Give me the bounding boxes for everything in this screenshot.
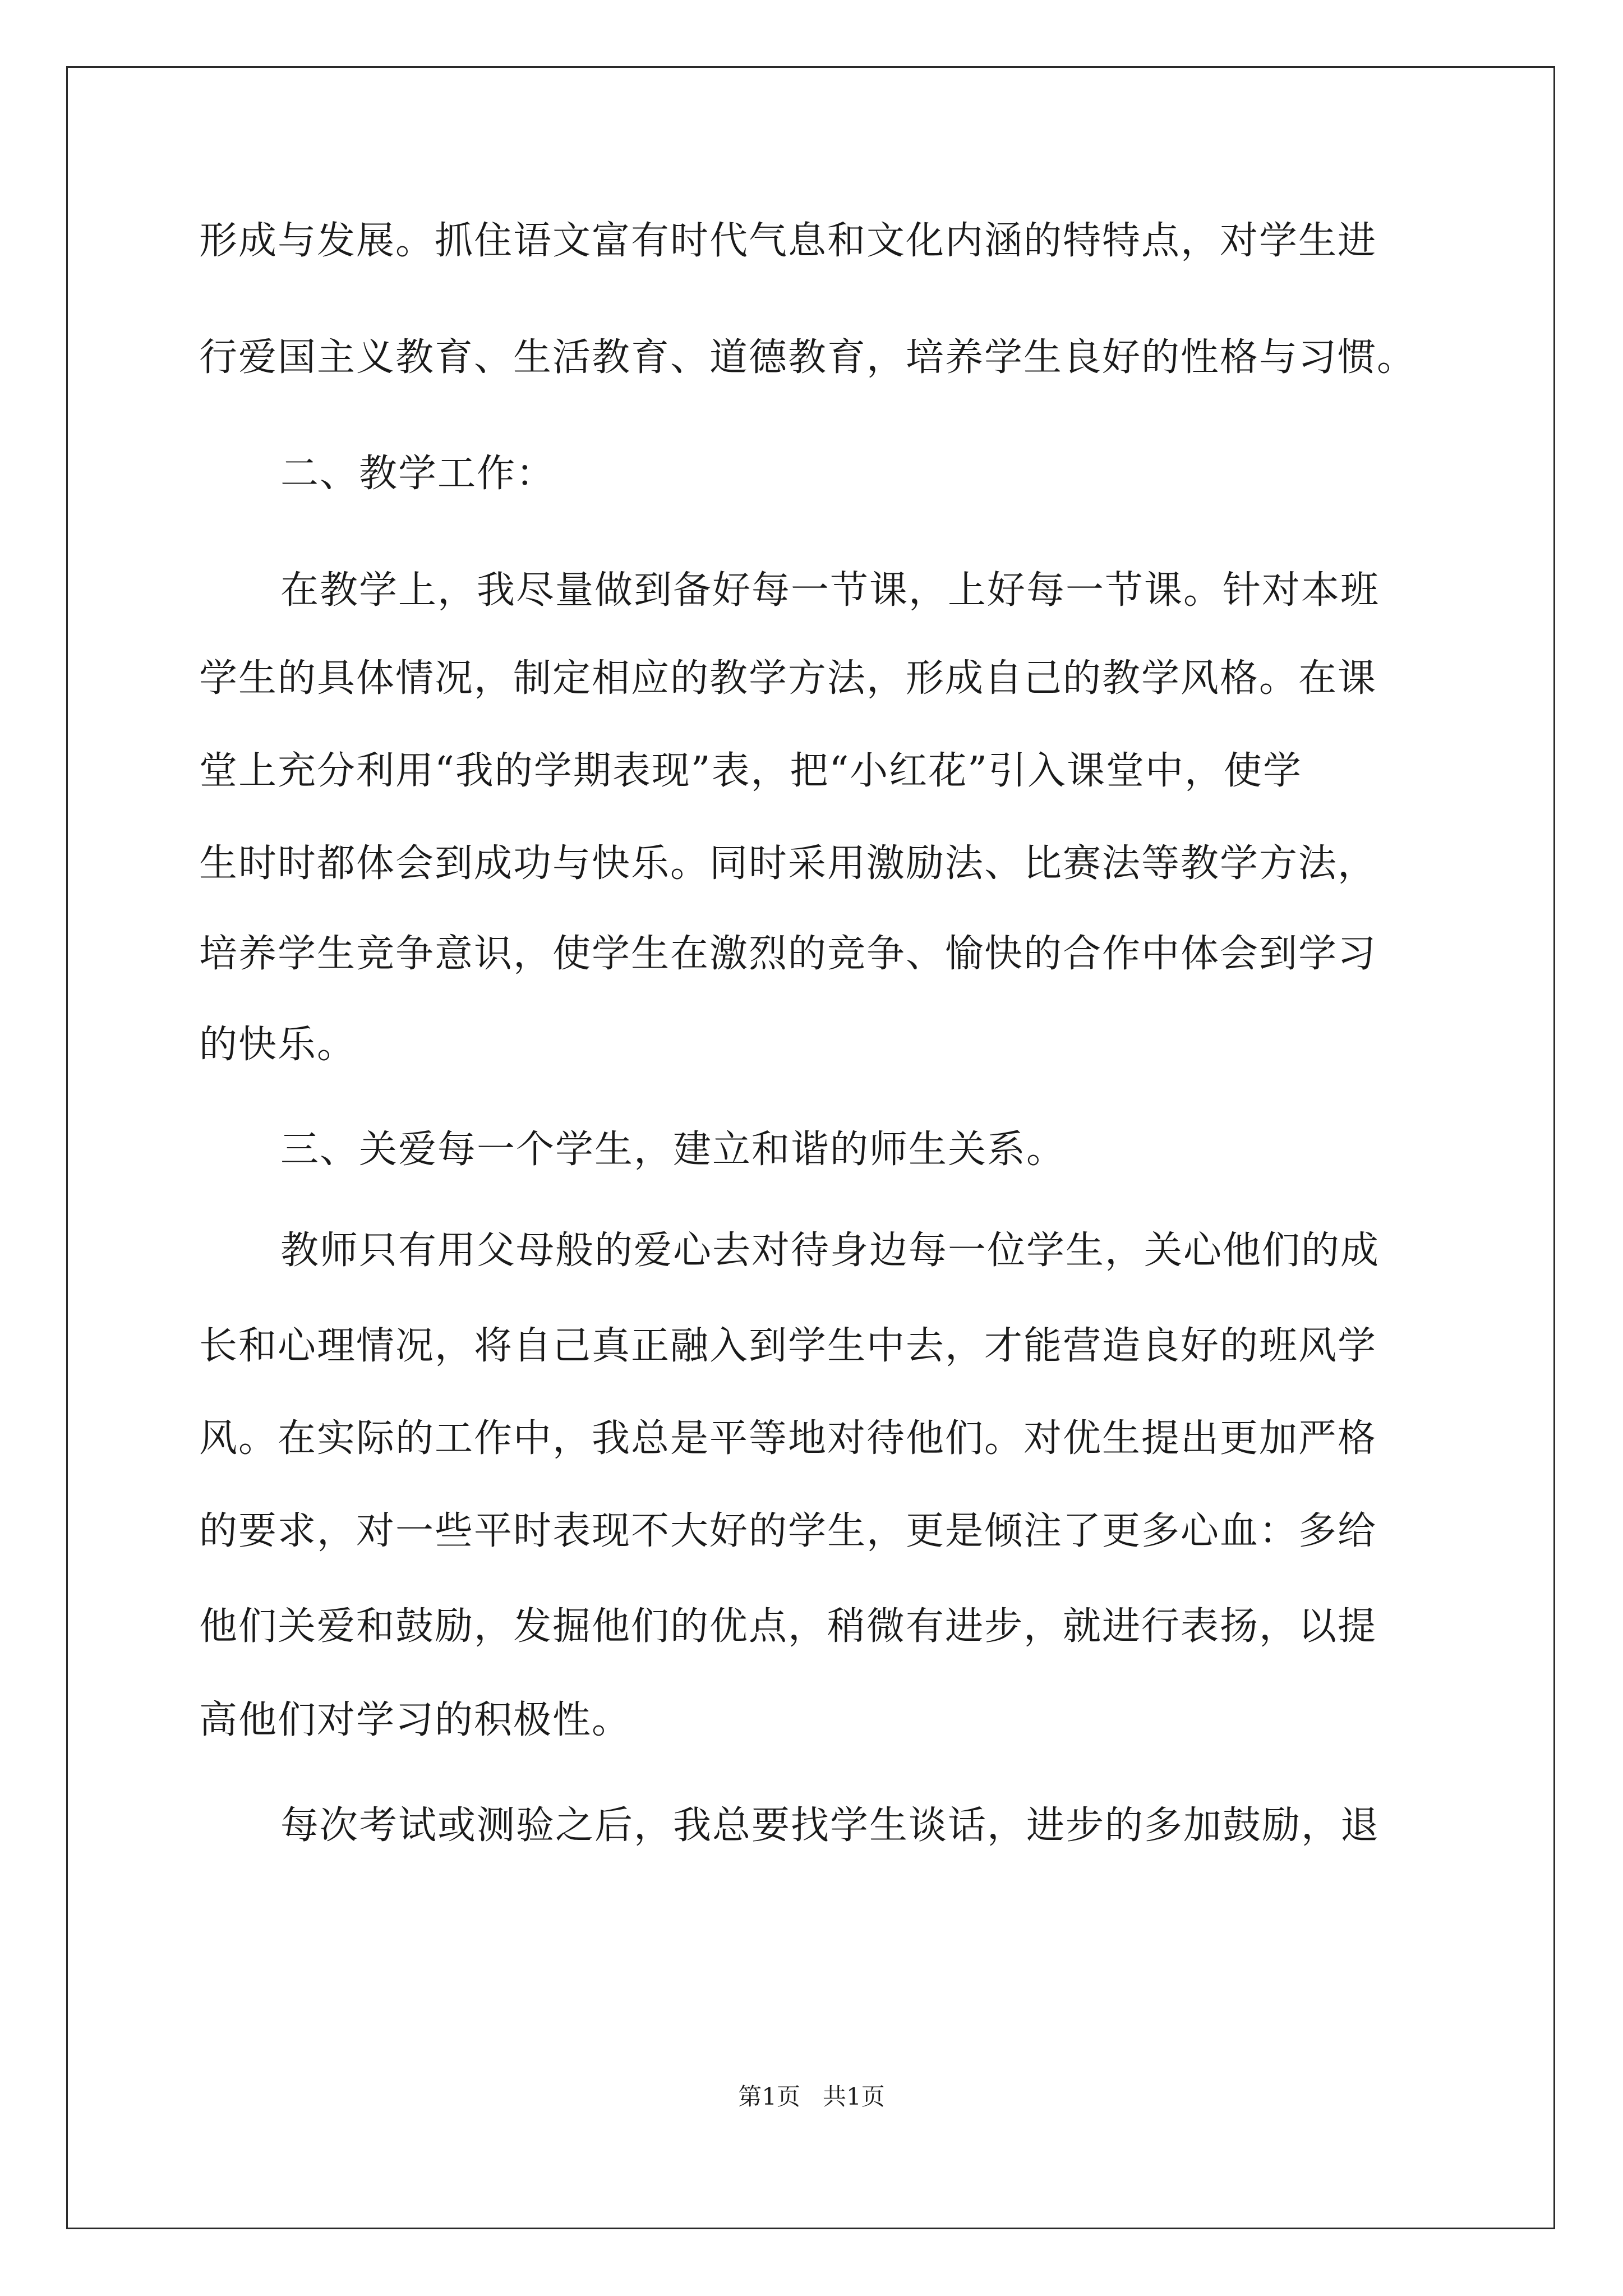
body-line: 高他们对学习的积极性。 xyxy=(199,1698,631,1742)
body-line: 学生的具体情况，制定相应的教学方法，形成自己的教学风格。在课 xyxy=(199,656,1377,701)
section-heading: 三、关爱每一个学生，建立和谐的师生关系。 xyxy=(280,1128,1066,1172)
body-line: 的快乐。 xyxy=(199,1023,357,1067)
body-line: 培养学生竞争意识，使学生在激烈的竞争、愉快的合作中体会到学习 xyxy=(199,932,1377,976)
body-line: 每次考试或测验之后，我总要找学生谈话，进步的多加鼓励，退 xyxy=(280,1803,1380,1848)
body-line: 教师只有用父母般的爱心去对待身边每一位学生，关心他们的成 xyxy=(280,1228,1380,1273)
page-number: 第1页 xyxy=(738,2083,800,2110)
body-line: 风。在实际的工作中，我总是平等地对待他们。对优生提出更加严格 xyxy=(199,1416,1377,1461)
body-line: 行爱国主义教育、生活教育、道德教育，培养学生良好的性格与习惯。 xyxy=(199,335,1417,380)
body-line: 在教学上，我尽量做到备好每一节课，上好每一节课。针对本班 xyxy=(280,568,1380,613)
body-line: 生时时都体会到成功与快乐。同时采用激励法、比赛法等教学方法， xyxy=(199,841,1377,886)
body-line: 形成与发展。抓住语文富有时代气息和文化内涵的特特点，对学生进 xyxy=(199,219,1377,263)
page-footer xyxy=(0,2080,1623,2114)
section-heading: 二、教学工作： xyxy=(280,452,556,496)
body-line: 他们关爱和鼓励，发掘他们的优点，稍微有进步，就进行表扬，以提 xyxy=(199,1604,1377,1649)
body-line: 堂上充分利用“我的学期表现”表，把“小红花”引入课堂中，使学 xyxy=(199,749,1303,793)
page-total: 共1页 xyxy=(823,2083,885,2110)
body-line: 长和心理情况，将自己真正融入到学生中去，才能营造良好的班风学 xyxy=(199,1324,1377,1368)
body-line: 的要求，对一些平时表现不大好的学生，更是倾注了更多心血：多给 xyxy=(199,1509,1377,1553)
